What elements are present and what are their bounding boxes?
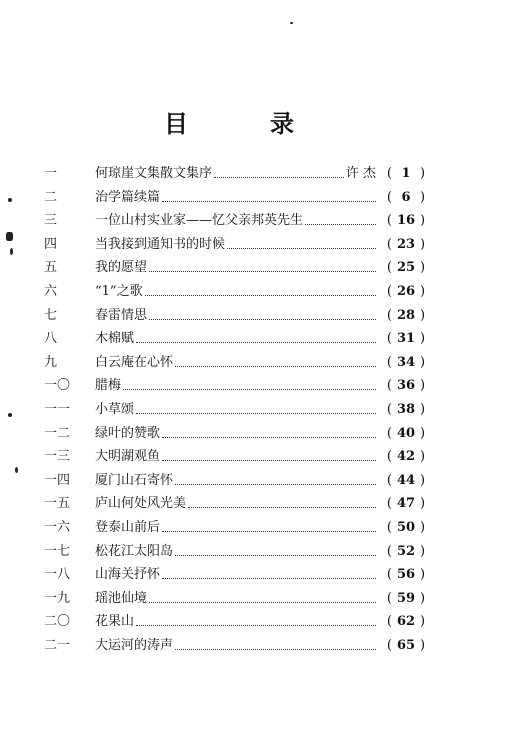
entry-number: 九 xyxy=(44,354,58,370)
entry-page: ( 34 ) xyxy=(378,351,434,375)
entry-title: 木棉赋 xyxy=(95,331,135,347)
dot-leader xyxy=(149,256,376,272)
toc-entry xyxy=(44,209,434,233)
dot-leader xyxy=(149,304,376,320)
entry-title: 一位山村实业家——忆父亲邦英先生 xyxy=(95,213,304,229)
entry-title: 松花江太阳岛 xyxy=(95,543,174,559)
toc-entry xyxy=(44,233,434,257)
entry-number: 四 xyxy=(44,236,58,252)
toc-entry xyxy=(44,398,434,422)
entry-number: 一二 xyxy=(44,425,71,441)
entry-title: 何琼崖文集散文集序 xyxy=(95,166,213,181)
page-number: 47 xyxy=(396,496,416,512)
entry-author: 许 杰 xyxy=(345,166,376,181)
dot-leader xyxy=(305,209,376,225)
entry-page: ( 47 ) xyxy=(378,492,434,516)
table-of-contents xyxy=(44,162,434,657)
toc-entry xyxy=(44,304,434,328)
entry-title: 厦门山石寄怀 xyxy=(95,472,174,488)
scan-speck xyxy=(8,413,12,417)
dot-leader xyxy=(162,516,376,532)
entry-number: 二〇 xyxy=(44,614,71,630)
entry-page: ( 6 ) xyxy=(378,186,434,210)
entry-number: 一三 xyxy=(44,449,71,465)
entry-page: ( 42 ) xyxy=(378,445,434,469)
dot-leader xyxy=(175,540,376,556)
toc-entry xyxy=(44,374,434,398)
toc-entry xyxy=(44,327,434,351)
entry-page: ( 23 ) xyxy=(378,233,434,257)
entry-page: ( 44 ) xyxy=(378,469,434,493)
title-char-2: 录 xyxy=(270,109,294,138)
page-number: 42 xyxy=(396,449,416,465)
entry-title: 大运河的涛声 xyxy=(95,637,174,653)
dot-leader xyxy=(188,492,376,508)
dot-leader xyxy=(162,186,376,202)
entry-page: ( 28 ) xyxy=(378,304,434,328)
entry-title: 白云庵在心怀 xyxy=(95,354,174,370)
page-number: 44 xyxy=(396,472,416,488)
entry-page: ( 62 ) xyxy=(378,610,434,634)
entry-number: 一六 xyxy=(44,519,71,535)
dot-leader xyxy=(149,587,376,603)
toc-entry xyxy=(44,186,434,210)
page-number: 6 xyxy=(401,189,411,205)
toc-entry xyxy=(44,492,434,516)
dot-leader xyxy=(123,374,376,390)
entry-page: ( 59 ) xyxy=(378,587,434,611)
page-number: 26 xyxy=(396,283,416,299)
page-number: 52 xyxy=(396,543,416,559)
page-number: 50 xyxy=(396,519,416,535)
dot-leader xyxy=(162,563,376,579)
scan-speck xyxy=(6,232,13,241)
entry-page: ( 65 ) xyxy=(378,634,434,658)
dot-leader xyxy=(162,422,376,438)
entry-title: 瑶池仙境 xyxy=(95,590,148,606)
entry-title: 花果山 xyxy=(95,614,135,630)
entry-title: 小草颂 xyxy=(95,401,135,417)
entry-page: ( 56 ) xyxy=(378,563,434,587)
entry-title: 春雷情思 xyxy=(95,307,148,323)
entry-title: 庐山何处风光美 xyxy=(95,496,187,512)
toc-entry xyxy=(44,162,434,186)
entry-page: ( 40 ) xyxy=(378,422,434,446)
dot-leader xyxy=(227,233,376,249)
entry-number: 一七 xyxy=(44,543,71,559)
dot-leader xyxy=(175,634,376,650)
entry-number: 一一 xyxy=(44,401,71,417)
toc-entry xyxy=(44,634,434,658)
dot-leader xyxy=(175,351,376,367)
page-number: 28 xyxy=(396,307,416,323)
dot-leader xyxy=(214,162,344,178)
toc-entry xyxy=(44,587,434,611)
entry-number: 二 xyxy=(44,189,58,205)
entry-number: 一〇 xyxy=(44,378,71,394)
entry-page: ( 26 ) xyxy=(378,280,434,304)
title-char-1: 目 xyxy=(164,109,188,138)
entry-number: 一八 xyxy=(44,567,71,583)
toc-entry xyxy=(44,422,434,446)
entry-number: 一五 xyxy=(44,496,71,512)
toc-entry xyxy=(44,563,434,587)
dot-leader xyxy=(136,327,376,343)
page-number: 31 xyxy=(396,331,416,347)
toc-entry xyxy=(44,469,434,493)
page-number: 16 xyxy=(396,213,416,229)
entry-title: 腊梅 xyxy=(95,378,122,394)
entry-page: ( 25 ) xyxy=(378,256,434,280)
toc-entry xyxy=(44,256,434,280)
entry-page: ( 52 ) xyxy=(378,540,434,564)
dot-leader xyxy=(162,445,376,461)
page-number: 34 xyxy=(396,354,416,370)
entry-number: 七 xyxy=(44,307,58,323)
toc-entry xyxy=(44,516,434,540)
page-number: 62 xyxy=(396,614,416,630)
toc-entry xyxy=(44,445,434,469)
page-title xyxy=(0,104,505,144)
dot-leader xyxy=(136,398,376,414)
page-number: 1 xyxy=(401,166,411,181)
entry-page: ( 16 ) xyxy=(378,209,434,233)
entry-number: 一九 xyxy=(44,590,71,606)
toc-entry xyxy=(44,610,434,634)
page-number: 40 xyxy=(396,425,416,441)
entry-title: 登泰山前后 xyxy=(95,519,161,535)
page-number: 36 xyxy=(396,378,416,394)
entry-number: 八 xyxy=(44,331,58,347)
entry-number: 五 xyxy=(44,260,58,276)
entry-page: ( 38 ) xyxy=(378,398,434,422)
entry-number: 二一 xyxy=(44,637,71,653)
dot-leader xyxy=(175,469,376,485)
entry-title: 我的愿望 xyxy=(95,260,148,276)
page-number: 65 xyxy=(396,637,416,653)
dot-leader xyxy=(136,610,376,626)
scan-speck xyxy=(15,467,18,473)
toc-entry xyxy=(44,540,434,564)
entry-number: 一 xyxy=(44,166,58,181)
entry-title: 治学篇续篇 xyxy=(95,189,161,205)
page-number: 38 xyxy=(396,401,416,417)
scan-speck xyxy=(10,248,13,255)
entry-title: 山海关抒怀 xyxy=(95,567,161,583)
dot-leader xyxy=(145,280,376,296)
entry-title: “1”之歌 xyxy=(95,283,143,299)
entry-number: 一四 xyxy=(44,472,71,488)
page-number: 25 xyxy=(396,260,416,276)
entry-title: 当我接到通知书的时候 xyxy=(95,236,226,252)
entry-title: 大明湖观鱼 xyxy=(95,449,161,465)
entry-number: 三 xyxy=(44,213,58,229)
entry-page: ( 1 ) xyxy=(378,162,434,186)
toc-entry xyxy=(44,351,434,375)
scan-speck xyxy=(8,198,12,202)
page-number: 59 xyxy=(396,590,416,606)
entry-number: 六 xyxy=(44,283,58,299)
page-number: 56 xyxy=(396,567,416,583)
entry-page: ( 36 ) xyxy=(378,374,434,398)
entry-page: ( 50 ) xyxy=(378,516,434,540)
entry-page: ( 31 ) xyxy=(378,327,434,351)
scan-speck xyxy=(290,22,293,24)
toc-entry xyxy=(44,280,434,304)
page-number: 23 xyxy=(396,236,416,252)
entry-title: 绿叶的赞歌 xyxy=(95,425,161,441)
